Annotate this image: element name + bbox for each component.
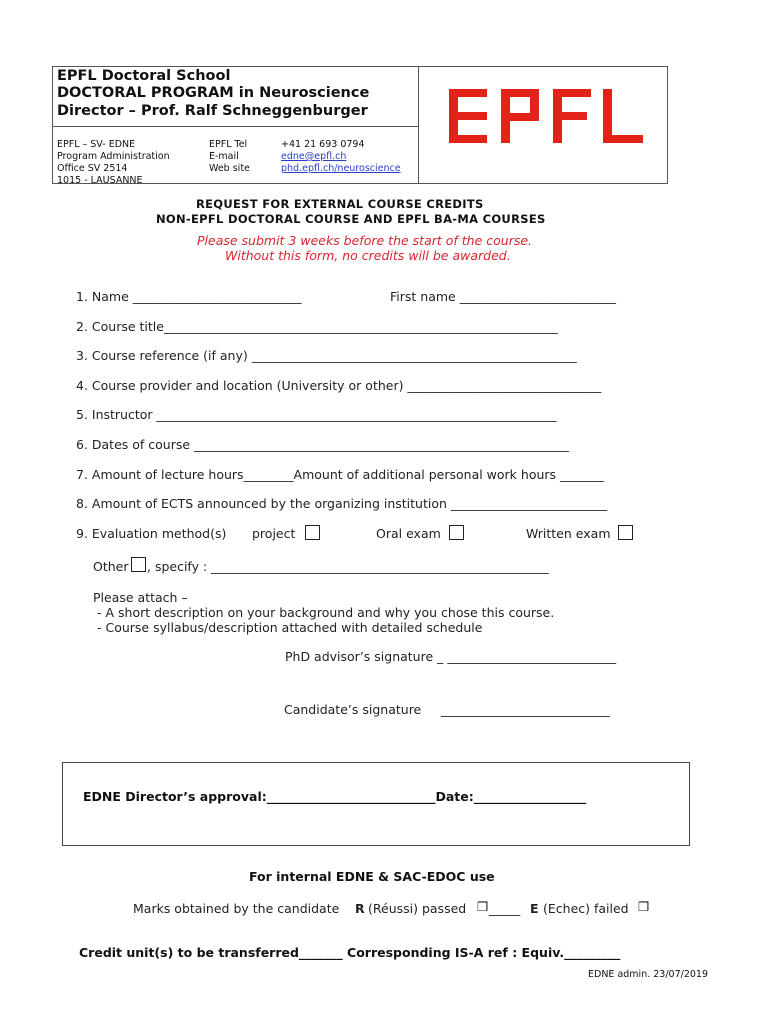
evaluation-label: 9. Evaluation method(s) [76, 526, 227, 541]
advisor-signature-field[interactable]: PhD advisor’s signature _ ___________________________ [285, 649, 617, 664]
address-line: EPFL – SV- EDNE [57, 139, 136, 150]
contact-labels [209, 139, 250, 175]
specify-field[interactable]: , specify : ______________________________________________________ [147, 559, 549, 574]
contact-label-email: E-mail [209, 151, 239, 162]
approval-box [62, 762, 690, 846]
header-divider-horizontal [53, 126, 418, 127]
contact-label-tel: EPFL Tel [209, 139, 248, 150]
epfl-logo [449, 89, 643, 143]
attach-item: - Course syllabus/description attached with detailed schedule [97, 620, 483, 635]
project-label: project [252, 526, 296, 541]
credit-warning: Without this form, no credits will be awarded. [225, 248, 511, 263]
director-name: Director – Prof. Ralf Schneggenburger [57, 103, 368, 119]
school-name: EPFL Doctoral School [57, 68, 231, 84]
failed-code: E [530, 901, 539, 916]
oral-exam-checkbox[interactable] [449, 525, 464, 540]
contact-values [281, 139, 401, 175]
first-name-field[interactable]: First name _________________________ [390, 289, 616, 304]
marks-label: Marks obtained by the candidate [133, 901, 340, 916]
passed-label: (Réussi) passed [368, 901, 467, 916]
program-name: DOCTORAL PROGRAM in Neuroscience [57, 85, 370, 101]
website-link[interactable]: phd.epfl.ch/neuroscience [281, 163, 401, 174]
email-link[interactable]: edne@epfl.ch [281, 151, 347, 162]
course-reference-field[interactable]: 3. Course reference (if any) ____________________________________________________ [76, 348, 577, 363]
attach-item: - A short description on your background and why you chose this course. [97, 605, 555, 620]
failed-checkbox-icon[interactable]: ❒ [638, 899, 650, 914]
instructor-field[interactable]: 5. Instructor ________________________________________________________________ [76, 407, 557, 422]
internal-use-title: For internal EDNE & SAC-EDOC use [249, 869, 495, 884]
header-box [52, 66, 668, 184]
address-line: 1015 - LAUSANNE [57, 175, 143, 186]
candidate-signature-field[interactable]: ___________________________ [441, 702, 610, 717]
director-approval-field[interactable]: EDNE Director’s approval:___________________________Date:__________________ [83, 789, 587, 804]
name-field[interactable]: 1. Name ___________________________ [76, 289, 302, 304]
header-divider-vertical [418, 67, 419, 183]
form-subtitle: NON-EPFL DOCTORAL COURSE AND EPFL BA-MA COURSES [156, 212, 546, 226]
credit-transfer-field[interactable]: Credit unit(s) to be transferred_______ Corresponding IS-A ref : Equiv._________ [79, 945, 621, 960]
attach-title: Please attach – [93, 590, 188, 605]
dates-field[interactable]: 6. Dates of course ____________________________________________________________ [76, 437, 570, 452]
project-checkbox[interactable] [305, 525, 320, 540]
contact-label-web: Web site [209, 163, 250, 174]
failed-label: (Echec) failed [543, 901, 629, 916]
passed-checkbox-icon[interactable]: ❒ [477, 899, 489, 914]
other-checkbox[interactable] [131, 557, 146, 572]
passed-code: R [355, 901, 365, 916]
course-title-field[interactable]: 2. Course title_______________________________________________________________ [76, 319, 558, 334]
passed-line: _____ [489, 901, 521, 916]
written-exam-checkbox[interactable] [618, 525, 633, 540]
hours-field[interactable]: 7. Amount of lecture hours________Amount of additional personal work hours _______ [76, 467, 604, 482]
address-block [57, 139, 170, 187]
candidate-signature-label: Candidate’s signature [284, 702, 422, 717]
written-exam-label: Written exam [526, 526, 611, 541]
course-provider-field[interactable]: 4. Course provider and location (University or other) _______________________________ [76, 378, 602, 393]
address-line: Office SV 2514 [57, 163, 128, 174]
form-title: REQUEST FOR EXTERNAL COURSE CREDITS [196, 197, 484, 211]
admin-footer: EDNE admin. 23/07/2019 [588, 969, 709, 980]
oral-exam-label: Oral exam [376, 526, 441, 541]
other-label: Other [93, 559, 129, 574]
ects-field[interactable]: 8. Amount of ECTS announced by the organizing institution _________________________ [76, 496, 608, 511]
submission-notice: Please submit 3 weeks before the start of the course. [197, 233, 533, 248]
address-line: Program Administration [57, 151, 170, 162]
phone-number: +41 21 693 0794 [281, 139, 365, 150]
